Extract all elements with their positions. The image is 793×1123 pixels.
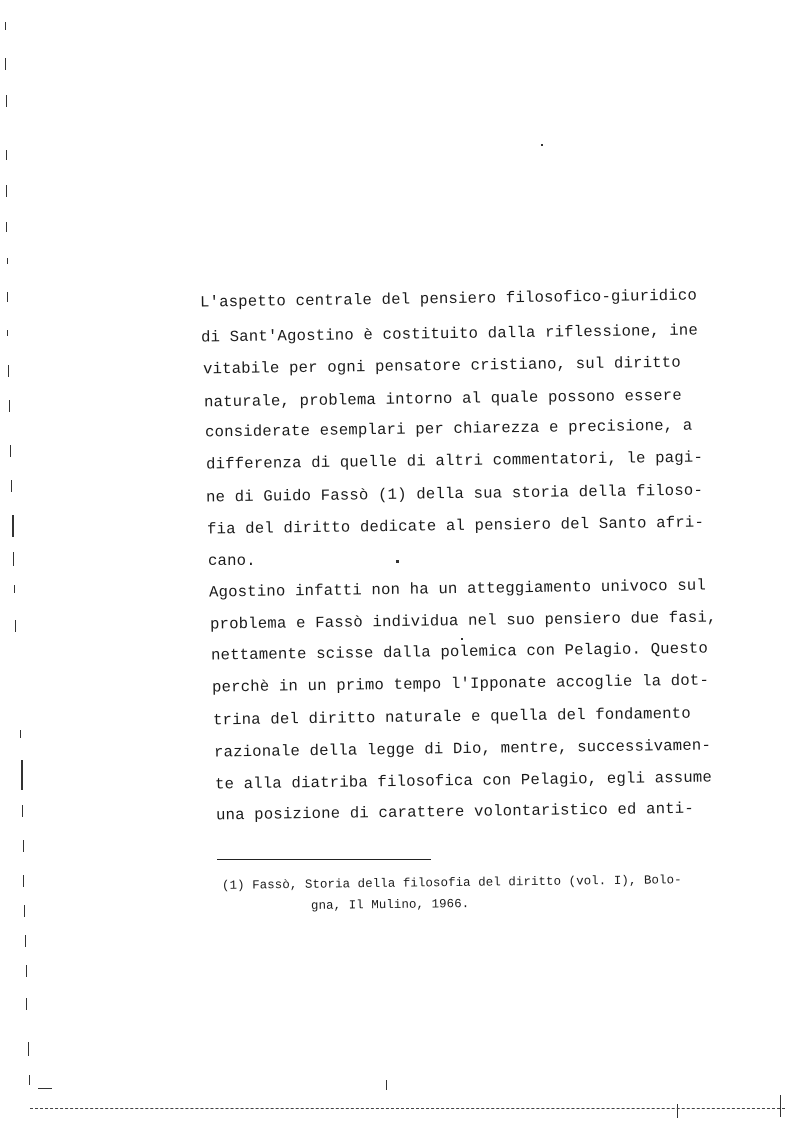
text-line: te alla diatriba filosofica con Pelagio, egli assume: [214, 768, 713, 794]
text-line: di Sant'Agostino è costituito dalla riflessione, ine: [200, 321, 699, 347]
text-line: naturale, problema intorno al quale possono essere: [203, 386, 682, 412]
text-line: Agostino infatti non ha un atteggiamento univoco sul: [208, 576, 707, 602]
text-line: nettamente scisse dalla polemica con Pelagio. Questo: [210, 639, 709, 665]
text-line: una posizione di carattere volontaristico ed anti-: [215, 799, 694, 825]
text-line: problema e Fassò individua nel suo pensiero due fasi,: [209, 608, 717, 634]
text-line: ne di Guido Fassò (1) della sua storia della filoso-: [205, 481, 704, 507]
text-line: vitabile per ogni pensatore cristiano, sul diritto: [202, 353, 681, 379]
text-line: considerate esemplari per chiarezza e precisione, a: [204, 416, 693, 442]
text-line: razionale della legge di Dio, mentre, successivamen-: [213, 736, 712, 762]
text-line: fia del diritto dedicate al pensiero del Santo afri-: [206, 513, 705, 539]
footnote-line: (1) Fassò, Storia della filosofia del diritto (vol. I), Bolo-: [221, 873, 682, 893]
text-line: perchè in un primo tempo l'Ipponate accoglie la dot-: [211, 671, 710, 697]
text-line: L'aspetto centrale del pensiero filosofico-giuridico: [199, 286, 698, 312]
scan-bottom-edge: [30, 1108, 785, 1109]
text-line: trina del diritto naturale e quella del fondamento: [212, 704, 691, 730]
text-line: differenza di quelle di altri commentatori, le pagi-: [205, 448, 704, 474]
text-line: cano.: [208, 552, 256, 570]
footnote-separator: [217, 859, 431, 860]
footnote-line: gna, Il Mulino, 1966.: [310, 897, 470, 913]
